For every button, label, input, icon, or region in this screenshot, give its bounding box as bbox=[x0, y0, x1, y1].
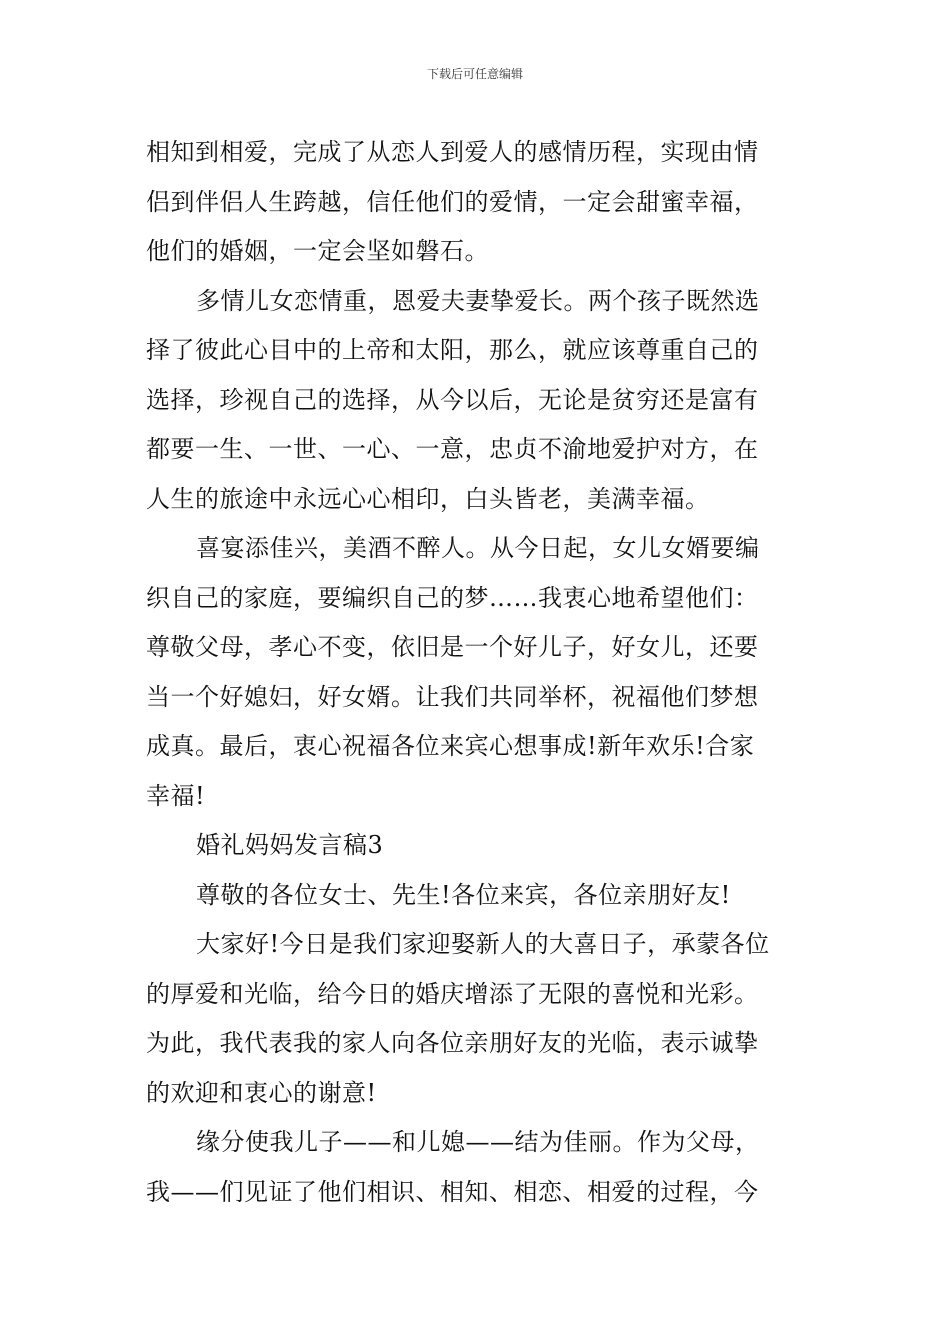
text-line: 择了彼此心目中的上帝和太阳，那么，就应该尊重自己的 bbox=[146, 336, 759, 364]
text-line: 尊敬父母，孝心不变，依旧是一个好儿子，好女儿，还要 bbox=[146, 633, 759, 661]
text-line: 成真。最后，衷心祝福各位来宾心想事成!新年欢乐!合家 bbox=[146, 732, 755, 760]
page-header: 下载后可任意编辑 bbox=[426, 67, 523, 81]
text-line: 我——们见证了他们相识、相知、相恋、相爱的过程，今 bbox=[146, 1177, 759, 1206]
text-line: 相知到相爱，完成了从恋人到爱人的感情历程，实现由情 bbox=[146, 138, 759, 166]
document-body bbox=[146, 128, 808, 1217]
text-line: 人生的旅途中永远心心相印，白头皆老，美满幸福。 bbox=[146, 484, 710, 513]
text-line: 幸福! bbox=[146, 781, 206, 810]
text-line: 尊敬的各位女士、先生!各位来宾，各位亲朋好友! bbox=[196, 880, 731, 909]
text-line: 选择，珍视自己的选择，从今以后，无论是贫穷还是富有 bbox=[146, 385, 759, 414]
text-line: 婚礼妈妈发言稿3 bbox=[196, 831, 384, 859]
text-line: 的欢迎和衷心的谢意! bbox=[146, 1078, 377, 1107]
text-line: 缘分使我儿子——和儿媳——结为佳丽。作为父母， bbox=[196, 1128, 760, 1156]
text-line: 多情儿女恋情重，恩爱夫妻挚爱长。两个孩子既然选 bbox=[196, 286, 760, 315]
text-line: 为此，我代表我的家人向各位亲朋好友的光临，表示诚挚 bbox=[146, 1029, 759, 1057]
text-line: 喜宴添佳兴，美酒不醉人。从今日起，女儿女婿要编 bbox=[196, 534, 760, 562]
text-line: 的厚爱和光临，给今日的婚庆增添了无限的喜悦和光彩。 bbox=[146, 979, 759, 1008]
text-line: 大家好!今日是我们家迎娶新人的大喜日子，承蒙各位 bbox=[196, 930, 770, 958]
text-line: 他们的婚姻，一定会坚如磐石。 bbox=[146, 237, 489, 265]
text-line: 都要一生、一世、一心、一意，忠贞不渝地爱护对方，在 bbox=[146, 435, 759, 463]
text-line: 当一个好媳妇，好女婿。让我们共同举杯，祝福他们梦想 bbox=[146, 682, 759, 711]
text-line: 织自己的家庭，要编织自己的梦……我衷心地希望他们： bbox=[146, 583, 759, 612]
text-line: 侣到伴侣人生跨越，信任他们的爱情，一定会甜蜜幸福， bbox=[146, 187, 759, 216]
